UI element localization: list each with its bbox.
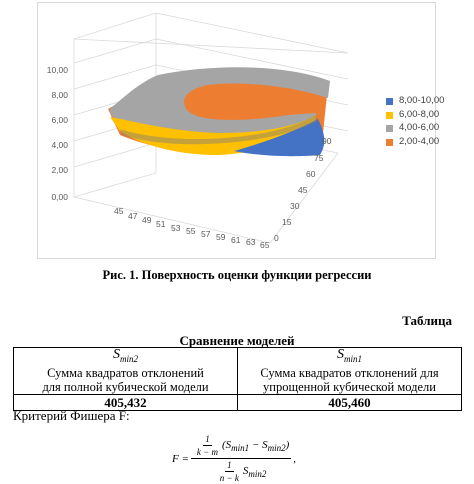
chart-legend <box>386 95 446 149</box>
table-title: Сравнение моделей <box>179 333 295 348</box>
y-tick: 6,00 <box>51 115 68 125</box>
y-tick: 10,00 <box>46 65 68 75</box>
z-tick: 15 <box>282 217 292 227</box>
legend-item <box>386 109 446 122</box>
y-tick: 8,00 <box>51 90 68 100</box>
fraction-numerator: $\frac{1}{k - m}$ $(S_{min1} - S_{min2})$ <box>191 434 291 459</box>
desc-line: Сумма квадратов отклонений <box>47 365 204 380</box>
regression-surface <box>108 67 330 156</box>
surface-chart <box>37 2 445 259</box>
legend-swatch <box>386 139 393 146</box>
criterion-text: Критерий Фишера F: <box>13 408 130 423</box>
x-tick: 45 <box>114 206 124 216</box>
desc-line: Сумма квадратов отклонений для <box>260 365 439 380</box>
x-axis-ticks <box>114 206 270 250</box>
formula-tail: , <box>293 452 297 465</box>
z-tick: 90 <box>322 136 332 146</box>
x-tick: 61 <box>231 235 241 245</box>
y-tick: 0,00 <box>51 192 68 202</box>
table-label: Таблица <box>402 313 452 328</box>
value-cell: 405,460 <box>238 394 462 410</box>
comparison-table <box>13 347 462 411</box>
surface-plot <box>38 3 440 260</box>
legend-label: 6,00-8,00 <box>399 108 440 120</box>
symbol-s-min1: $S_{min1}$ <box>337 347 362 364</box>
table-cell <box>238 348 462 395</box>
fisher-formula <box>172 434 296 483</box>
formula-lhs: F = <box>172 452 189 465</box>
table-cell <box>14 348 238 395</box>
legend-item <box>386 122 446 135</box>
z-tick: 45 <box>298 185 308 195</box>
desc-line: для полной кубической модели <box>42 379 209 394</box>
y-tick: 2,00 <box>51 165 68 175</box>
x-tick: 57 <box>201 229 211 239</box>
value-cell: 405,432 <box>14 394 238 410</box>
inner-fraction: $\frac{1}{k - m}$ <box>196 434 218 457</box>
legend-item <box>386 95 446 108</box>
z-tick: 0 <box>274 233 279 243</box>
figure-caption: Рис. 1. Поверхность оценки функции регрессии <box>102 268 372 282</box>
legend-swatch <box>386 98 393 105</box>
legend-label: 4,00-6,00 <box>399 122 440 133</box>
symbol-s-min2: $S_{min2}$ <box>113 347 138 364</box>
z-tick: 30 <box>290 201 300 211</box>
x-tick: 51 <box>156 219 166 229</box>
legend-item <box>386 136 446 149</box>
legend-label: 2,00-4,00 <box>399 135 440 147</box>
z-tick: 60 <box>306 169 316 179</box>
inner-fraction: $\frac{1}{n - k}$ <box>219 460 239 483</box>
x-tick: 65 <box>260 240 270 250</box>
fraction-denominator: $\frac{1}{n - k}$ $S_{min2}$ <box>219 460 267 483</box>
x-tick: 53 <box>171 223 181 233</box>
main-fraction <box>191 434 291 483</box>
y-tick: 4,00 <box>51 140 68 150</box>
table-row <box>14 348 462 395</box>
x-tick: 49 <box>142 215 152 225</box>
legend-label: 8,00-10,00 <box>399 95 445 106</box>
legend-swatch <box>386 112 393 119</box>
x-tick: 63 <box>246 237 256 247</box>
x-tick: 55 <box>186 226 196 236</box>
z-tick: 75 <box>314 153 324 163</box>
y-axis-ticks <box>47 65 69 202</box>
desc-line: упрощенной кубической модели <box>263 379 436 394</box>
legend-swatch <box>386 125 393 132</box>
x-tick: 59 <box>216 232 226 242</box>
x-tick: 47 <box>128 211 138 221</box>
